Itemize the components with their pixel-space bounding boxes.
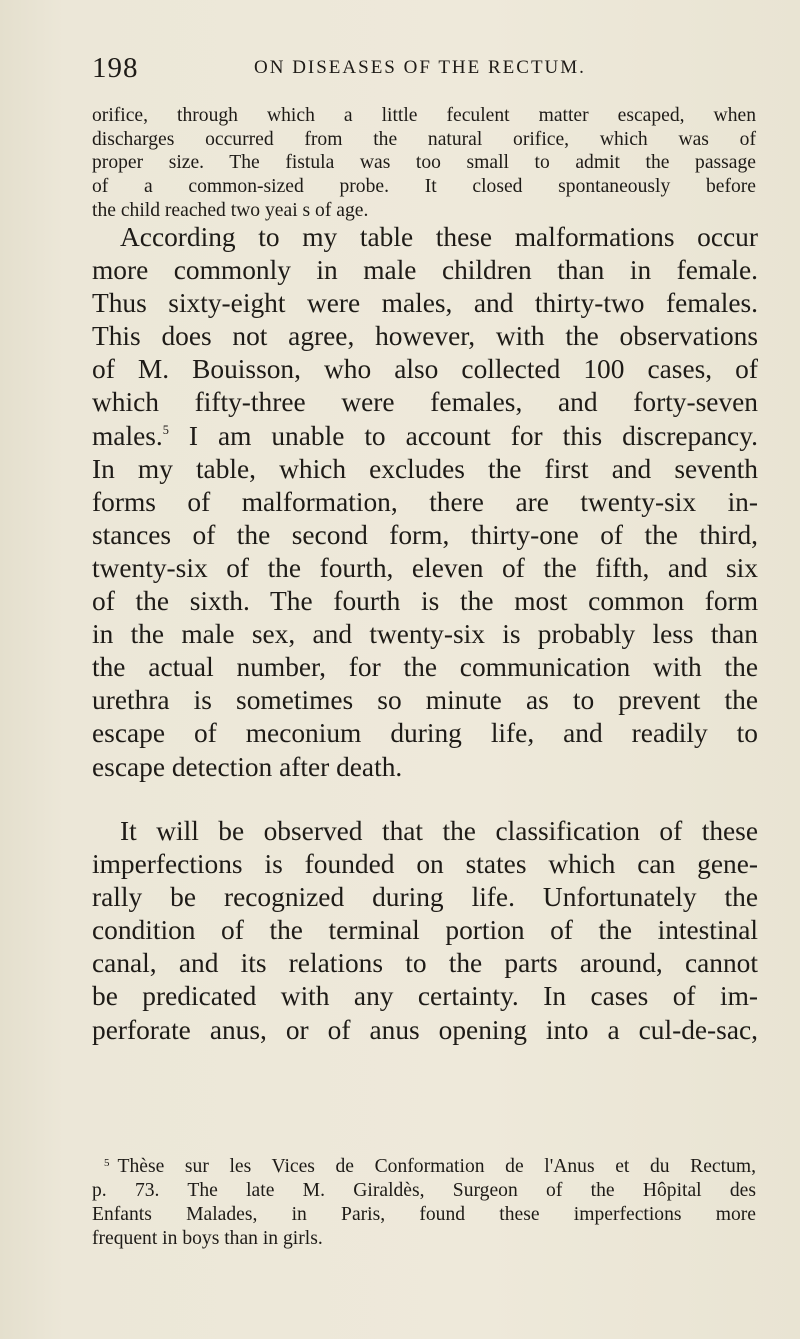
continued-paragraph	[92, 104, 756, 223]
text-line: perforate anus, or of anus opening into a cul-de-sac,	[92, 1014, 758, 1045]
footnote-line: Enfants Malades, in Paris, found these imperfections more	[92, 1204, 756, 1225]
footnote-line: p. 73. The late M. Giraldès, Surgeon of the Hôpital des	[92, 1180, 756, 1201]
text-line: According to my table these malformations occur	[120, 222, 758, 252]
text-line: stances of the second form, thirty-one of the third,	[92, 519, 758, 550]
text-line: of the sixth. The fourth is the most common form	[92, 586, 758, 617]
footnote-mark: 5	[104, 1157, 110, 1169]
text-line: rally be recognized during life. Unfortunately the	[92, 882, 758, 913]
text-fragment: I am unable to account for this discrepancy.	[188, 420, 758, 451]
text-fragment: males.	[92, 420, 163, 451]
text-line: imperfections is founded on states which can gene-	[92, 849, 758, 880]
text-line: proper size. The fistula was too small to admit the passage	[92, 152, 756, 174]
text-line: It will be observed that the classification of these	[120, 816, 758, 846]
footnote	[92, 1151, 756, 1251]
text-line: orifice, through which a little feculent matter escaped, when	[92, 105, 756, 126]
footnote-line	[92, 1151, 756, 1179]
second-paragraph	[92, 815, 758, 1047]
footnote-text: Thèse sur les Vices de Conformation de l'Anus et du Rectum,	[117, 1156, 756, 1177]
text-line: escape detection after death.	[92, 751, 403, 782]
text-line: forms of malformation, there are twenty-six in-	[92, 486, 758, 517]
text-line: more commonly in male children than in female.	[92, 255, 758, 286]
footnote-reference: 5	[162, 422, 169, 437]
text-line: twenty-six of the fourth, eleven of the fifth, and six	[92, 552, 758, 583]
text-line: discharges occurred from the natural orifice, which was of	[92, 128, 756, 150]
text-line: In my table, which excludes the first and seventh	[92, 453, 758, 484]
page-header	[92, 52, 752, 82]
footnote-line: frequent in boys than in girls.	[92, 1228, 323, 1249]
text-line: which fifty-three were females, and forty-seven	[92, 387, 758, 418]
text-line	[92, 420, 758, 453]
running-head: ON DISEASES OF THE RECTUM.	[254, 57, 586, 78]
text-line: Thus sixty-eight were males, and thirty-two females.	[92, 288, 758, 319]
text-line: condition of the terminal portion of the intestinal	[92, 915, 758, 946]
text-line: This does not agree, however, with the observations	[92, 321, 758, 352]
page-number: 198	[92, 52, 139, 84]
text-line: in the male sex, and twenty-six is probably less than	[92, 619, 758, 650]
text-line: urethra is sometimes so minute as to prevent the	[92, 685, 758, 716]
text-line: of M. Bouisson, who also collected 100 cases, of	[92, 354, 758, 385]
text-line: be predicated with any certainty. In cases of im-	[92, 981, 758, 1012]
main-paragraph	[92, 221, 758, 784]
text-line: of a common-sized probe. It closed spontaneously before	[92, 176, 756, 198]
text-line: the actual number, for the communication with the	[92, 652, 758, 683]
text-line: escape of meconium during life, and readily to	[92, 718, 758, 749]
text-line: the child reached two yeai s of age.	[92, 199, 369, 221]
text-line: canal, and its relations to the parts around, cannot	[92, 948, 758, 979]
